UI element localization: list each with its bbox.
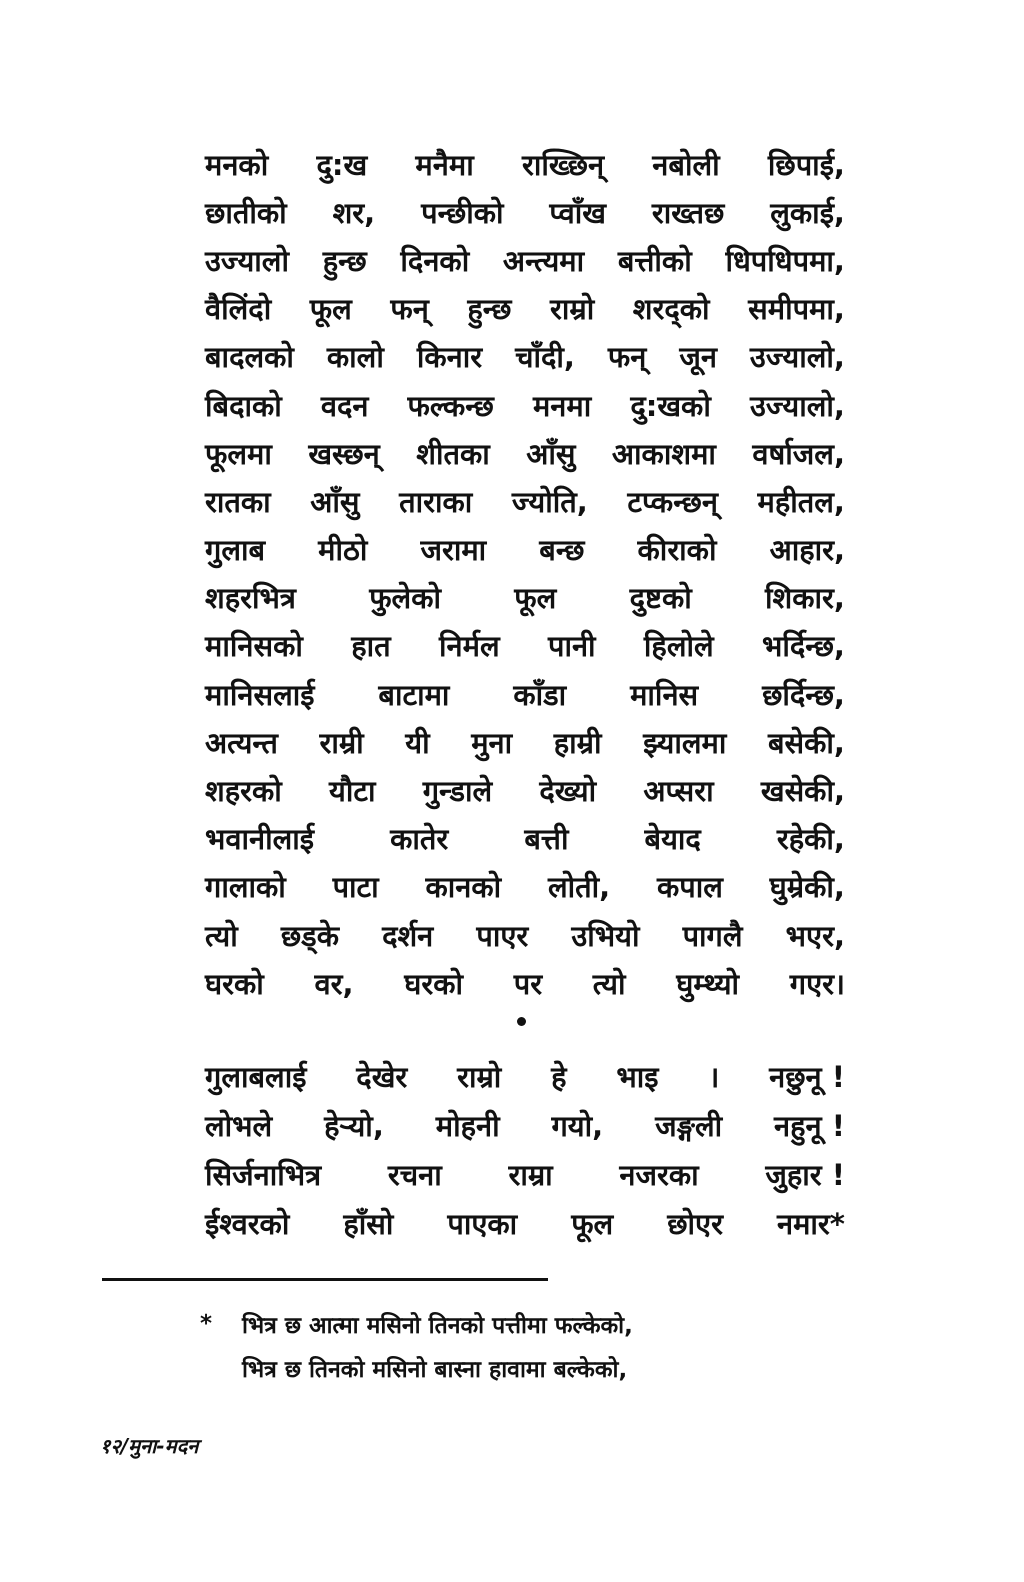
verse-word: गुलाबलाई [205, 1060, 307, 1094]
verse-word: । [708, 1060, 720, 1094]
verse-word: लोती, [547, 870, 611, 905]
verse-word: रातका [205, 484, 271, 519]
verse-word: निर्मल [439, 629, 500, 664]
verse-word: चाँदी, [515, 340, 575, 375]
verse-word: बादलको [205, 340, 294, 375]
verse-word: बेयाद [644, 822, 701, 857]
verse-word: फन् [390, 292, 429, 327]
page-number-footer: १२/मुना-मदन [100, 1434, 199, 1458]
verse-word: समीपमा, [748, 292, 845, 327]
verse-line [205, 766, 845, 814]
verse-word: फूलमा [205, 436, 272, 471]
footnote [200, 1302, 800, 1390]
verse-word: हाम्री [553, 725, 602, 760]
verse-word: कालो [326, 340, 384, 375]
verse-line [205, 429, 845, 477]
verse-word: आकाशमा [611, 436, 716, 471]
verse-word: राम्रा [508, 1158, 553, 1192]
verse-word: शीतका [416, 436, 490, 471]
verse-word: गालाको [205, 870, 286, 905]
verse-word: नजरका [619, 1158, 699, 1192]
verse-word: सिर्जनाभित्र [205, 1158, 322, 1192]
verse-line [205, 140, 845, 188]
verse-word: भएर, [785, 918, 845, 953]
verse-word: धिपधिपमा, [725, 243, 845, 278]
verse-word: पन्छीको [421, 195, 504, 230]
verse-line [205, 670, 845, 718]
verse-word: राम्री [319, 725, 364, 760]
verse-word: जरामा [420, 533, 487, 568]
verse-word: गुलाब [205, 533, 266, 568]
verse-word: बाटामा [378, 677, 450, 712]
verse-line [205, 526, 845, 574]
verse-word: फूल [309, 292, 352, 327]
verse-line [205, 863, 845, 911]
verse-word: पागलै [682, 918, 743, 953]
verse-word: शहरको [205, 774, 282, 809]
verse-word: वदन [320, 388, 369, 423]
verse-word: शिकार, [765, 581, 845, 616]
footnote-text: भित्र छ तिनको मसिनो बास्ना हावामा बल्केको, [242, 1357, 628, 1383]
verse-word: हेर्‍यो, [324, 1109, 384, 1143]
verse-line [205, 911, 845, 959]
verse-word: दु:खको [630, 388, 711, 423]
verse-word: मानिस [630, 677, 699, 712]
verse-word: बन्छ [539, 533, 585, 568]
verse-word: मीठो [318, 533, 368, 568]
verse-word: नहुनू ! [774, 1109, 845, 1143]
verse-word: गुन्डाले [422, 774, 493, 809]
verse-word: त्यो [592, 966, 626, 1001]
verse-word: लुकाई, [770, 195, 845, 230]
verse-word: अप्सरा [643, 774, 714, 809]
verse-line [205, 333, 845, 381]
verse-line [205, 574, 845, 622]
verse-word: दु:ख [316, 147, 368, 182]
verse-word: फूल [571, 1207, 614, 1241]
poem-stanza-2 [205, 1052, 845, 1248]
verse-word: पानी [547, 629, 596, 664]
verse-word: छर्दिन्छ, [762, 677, 845, 712]
verse-line [205, 1101, 845, 1150]
verse-line [205, 477, 845, 525]
verse-word: मनैमा [415, 147, 474, 182]
verse-word: पाटा [332, 870, 379, 905]
verse-word: उज्यालो, [749, 388, 845, 423]
verse-word: कानको [425, 870, 502, 905]
verse-word: दुष्टको [629, 581, 692, 616]
verse-word: खस्छन् [308, 436, 380, 471]
verse-word: छिपाई, [767, 147, 845, 182]
verse-line [205, 1150, 845, 1199]
verse-word: यी [405, 725, 430, 760]
verse-line [205, 1199, 845, 1248]
verse-word: आहार, [769, 533, 845, 568]
verse-word: पाएर [476, 918, 529, 953]
verse-word: कपाल [656, 870, 723, 905]
verse-word: हात [351, 629, 391, 664]
verse-word: नमार* [776, 1207, 845, 1241]
verse-word: महीतल, [757, 484, 845, 519]
verse-line [205, 236, 845, 284]
verse-word: वैलिंदो [205, 292, 272, 327]
verse-word: नछुनू ! [769, 1060, 845, 1094]
verse-word: घुम्थ्यो [676, 966, 740, 1001]
verse-word: मोहनी [435, 1109, 500, 1143]
verse-word: मानिसको [205, 629, 303, 664]
verse-word: उज्यालो, [749, 340, 845, 375]
verse-word: ईश्वरको [205, 1207, 290, 1241]
verse-word: दिनको [400, 243, 470, 278]
verse-word: टप्कन्छन् [627, 484, 718, 519]
verse-word: फन् [607, 340, 647, 375]
footnote-marker: * [200, 1311, 213, 1337]
verse-line [205, 622, 845, 670]
verse-word: घरको [205, 966, 264, 1001]
verse-word: शर, [332, 195, 376, 230]
verse-word: भाइ [616, 1060, 659, 1094]
verse-word: ताराका [399, 484, 473, 519]
verse-line [205, 718, 845, 766]
verse-word: झ्यालमा [643, 725, 727, 760]
verse-word: उभियो [571, 918, 640, 953]
verse-word: किनार [416, 340, 483, 375]
verse-word: आँसु [310, 484, 360, 519]
verse-word: कातेर [390, 822, 449, 857]
verse-word: वर, [314, 966, 354, 1001]
stanza-separator-dot [517, 1017, 526, 1026]
verse-line [205, 285, 845, 333]
verse-word: देख्यो [539, 774, 597, 809]
verse-word: घरको [404, 966, 464, 1001]
verse-word: गयो, [551, 1109, 604, 1143]
verse-word: हुन्छ [322, 243, 367, 278]
verse-word: फुलेको [369, 581, 441, 616]
verse-word: वर्षाजल, [752, 436, 845, 471]
verse-word: ज्योति, [511, 484, 588, 519]
verse-word: शहरभित्र [205, 581, 296, 616]
verse-word: गएर। [789, 966, 845, 1001]
verse-word: बत्ती [524, 822, 569, 857]
verse-word: घुम्रेकी, [769, 870, 845, 905]
verse-word: अन्त्यमा [502, 243, 585, 278]
verse-word: यौटा [329, 774, 376, 809]
verse-word: जङ्गली [655, 1109, 723, 1143]
verse-word: बिदाको [205, 388, 282, 423]
verse-word: राम्रो [550, 292, 595, 327]
verse-line [205, 188, 845, 236]
verse-word: पाएका [447, 1207, 518, 1241]
verse-word: फूल [514, 581, 557, 616]
verse-word: छातीको [205, 195, 287, 230]
verse-word: मुना [471, 725, 513, 760]
verse-word: मनमा [532, 388, 592, 423]
verse-word: बसेकी, [767, 725, 845, 760]
footnote-line [200, 1302, 800, 1346]
verse-word: रहेकी, [776, 822, 845, 857]
verse-word: जून [679, 340, 717, 375]
verse-word: जुहार ! [765, 1158, 845, 1192]
verse-word: हाँसो [343, 1207, 394, 1241]
verse-word: लोभले [205, 1109, 273, 1143]
poem-stanza-1 [205, 140, 845, 1007]
verse-word: शरद्‌को [632, 292, 710, 327]
verse-word: भवानीलाई [205, 822, 315, 857]
verse-word: पर [513, 966, 543, 1001]
verse-word: फल्कन्छ [407, 388, 494, 423]
verse-line [205, 959, 845, 1007]
verse-word: खसेकी, [760, 774, 845, 809]
verse-word: हे [551, 1060, 567, 1094]
verse-word: काँडा [513, 677, 567, 712]
verse-word: बत्तीको [617, 243, 692, 278]
verse-word: दर्शन [382, 918, 434, 953]
footnote-line [200, 1346, 800, 1390]
verse-word: छोएर [667, 1207, 723, 1241]
verse-word: प्वाँख [549, 195, 606, 230]
verse-word: राख्छिन् [521, 147, 605, 182]
verse-word: त्यो [205, 918, 238, 953]
verse-word: हिलोले [643, 629, 714, 664]
verse-word: मनको [205, 147, 269, 182]
footnote-text: भित्र छ आत्मा मसिनो तिनको पत्तीमा फल्केको, [242, 1313, 633, 1339]
verse-word: भर्दिन्छ, [762, 629, 845, 664]
verse-word: नबोली [652, 147, 720, 182]
verse-word: मानिसलाई [205, 677, 315, 712]
verse-line [205, 815, 845, 863]
footnote-divider [102, 1278, 548, 1281]
verse-word: उज्यालो [205, 243, 289, 278]
verse-word: आँसु [526, 436, 576, 471]
verse-word: हुन्छ [467, 292, 512, 327]
verse-word: कीराको [637, 533, 717, 568]
verse-word: राख्तछ [651, 195, 725, 230]
verse-word: अत्यन्त [205, 725, 278, 760]
verse-word: राम्रो [457, 1060, 502, 1094]
verse-word: रचना [387, 1158, 442, 1192]
verse-line [205, 381, 845, 429]
verse-word: देखेर [356, 1060, 408, 1094]
verse-line [205, 1052, 845, 1101]
verse-word: छड्के [280, 918, 339, 953]
